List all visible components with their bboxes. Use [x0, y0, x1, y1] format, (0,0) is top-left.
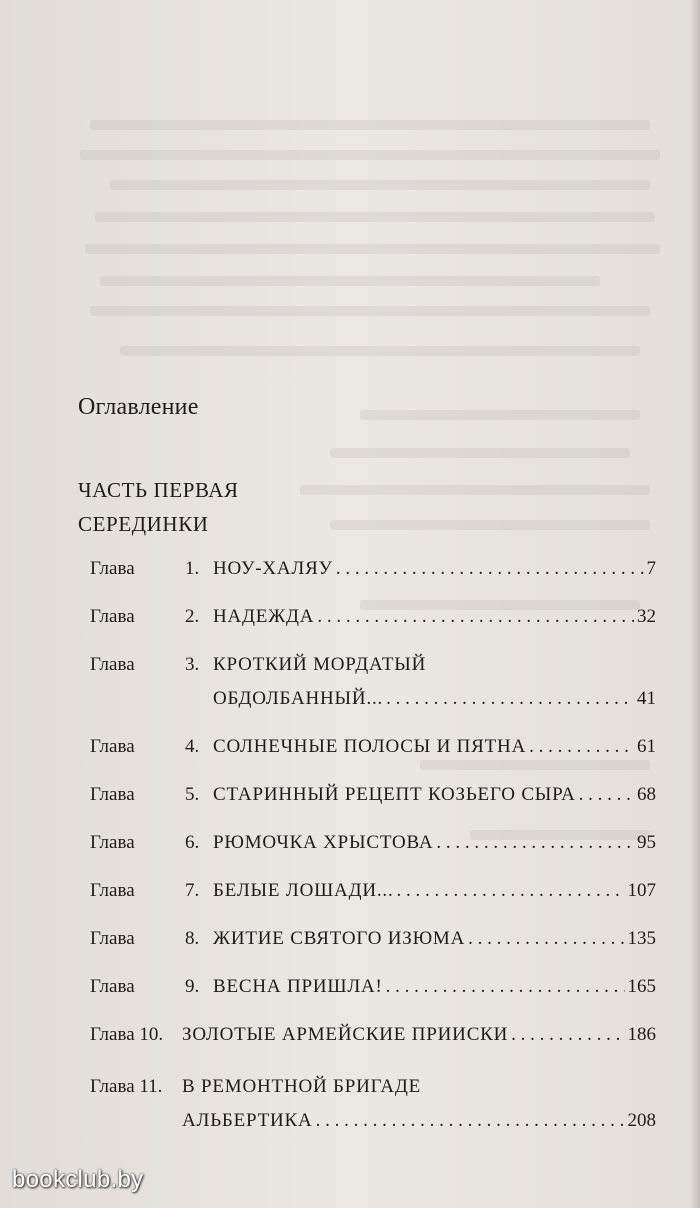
chapter-title-continued: ОБДОЛБАННЫЙ...: [213, 688, 384, 709]
toc-heading: Оглавление: [78, 394, 199, 420]
dot-leader: [316, 1104, 625, 1138]
toc-entry[interactable]: [90, 874, 656, 908]
dot-leader: [386, 970, 625, 1004]
toc-entry[interactable]: [90, 552, 656, 586]
toc-entry[interactable]: [90, 648, 656, 716]
dot-leader: [317, 600, 634, 634]
dot-leader: [436, 826, 634, 860]
toc-entry[interactable]: [90, 922, 656, 956]
toc-entry[interactable]: [90, 970, 656, 1004]
page-number: 68: [637, 784, 656, 805]
toc-entry[interactable]: [90, 826, 656, 860]
dot-leader: [397, 874, 625, 908]
dot-leader: [579, 778, 634, 812]
chapter-number: 9.: [185, 976, 200, 997]
dot-leader: [511, 1018, 624, 1052]
chapter-label: Глава: [90, 654, 135, 675]
toc-entry[interactable]: [90, 778, 656, 812]
chapter-number: 2.: [185, 606, 200, 627]
toc-entry[interactable]: [90, 1070, 656, 1138]
chapter-title: РЮМОЧКА ХРЫСТОВА: [213, 832, 434, 853]
chapter-label: Глава: [90, 832, 135, 853]
chapter-number: 6.: [185, 832, 200, 853]
toc-entry[interactable]: [90, 730, 656, 764]
chapter-label: Глава: [90, 784, 135, 805]
page-number: 165: [627, 976, 656, 997]
chapter-title: ЗОЛОТЫЕ АРМЕЙСКИЕ ПРИИСКИ: [182, 1024, 509, 1045]
chapter-label: Глава: [90, 558, 135, 579]
toc-entry[interactable]: [90, 1018, 656, 1052]
chapter-title: БЕЛЫЕ ЛОШАДИ...: [213, 880, 394, 901]
chapter-title: ЖИТИЕ СВЯТОГО ИЗЮМА: [213, 928, 466, 949]
chapter-title: СОЛНЕЧНЫЕ ПОЛОСЫ И ПЯТНА: [213, 736, 527, 757]
chapter-number: 4.: [185, 736, 200, 757]
page-number: 208: [627, 1110, 656, 1131]
chapter-label: Глава 11.: [90, 1076, 163, 1097]
page-number: 61: [637, 736, 656, 757]
chapter-title: ВЕСНА ПРИШЛА!: [213, 976, 383, 997]
part-subtitle: СЕРЕДИНКИ: [78, 512, 209, 536]
site-watermark: bookclub.by: [12, 1166, 144, 1193]
page-number: 135: [627, 928, 656, 949]
chapter-number: 3.: [185, 654, 200, 675]
chapter-title: В РЕМОНТНОЙ БРИГАДЕ: [182, 1076, 422, 1097]
part-title: ЧАСТЬ ПЕРВАЯ: [78, 478, 239, 502]
chapter-title: КРОТКИЙ МОРДАТЫЙ: [213, 654, 427, 675]
chapter-title-continued: АЛЬБЕРТИКА: [182, 1110, 313, 1131]
chapter-label: Глава: [90, 606, 135, 627]
chapter-title: СТАРИННЫЙ РЕЦЕПТ КОЗЬЕГО СЫРА: [213, 784, 576, 805]
chapter-label: Глава: [90, 880, 135, 901]
chapter-number: 8.: [185, 928, 200, 949]
dot-leader: [336, 552, 644, 586]
chapter-number: 5.: [185, 784, 200, 805]
dot-leader: [468, 922, 624, 956]
chapter-title: НАДЕЖДА: [213, 606, 315, 627]
chapter-label: Глава: [90, 928, 135, 949]
chapter-title: НОУ-ХАЛЯУ: [213, 558, 333, 579]
toc-entry[interactable]: [90, 600, 656, 634]
chapter-label: Глава: [90, 736, 135, 757]
page-number: 107: [627, 880, 656, 901]
dot-leader: [386, 682, 634, 716]
page-number: 41: [637, 688, 656, 709]
chapter-number: 7.: [185, 880, 200, 901]
dot-leader: [529, 730, 634, 764]
chapter-label: Глава 10.: [90, 1024, 164, 1045]
page-number: 95: [637, 832, 656, 853]
page-number: 186: [627, 1024, 656, 1045]
page-spine-shadow: [690, 0, 700, 1208]
chapter-label: Глава: [90, 976, 135, 997]
page-number: 32: [637, 606, 656, 627]
page-number: 7: [646, 558, 656, 579]
chapter-number: 1.: [185, 558, 200, 579]
